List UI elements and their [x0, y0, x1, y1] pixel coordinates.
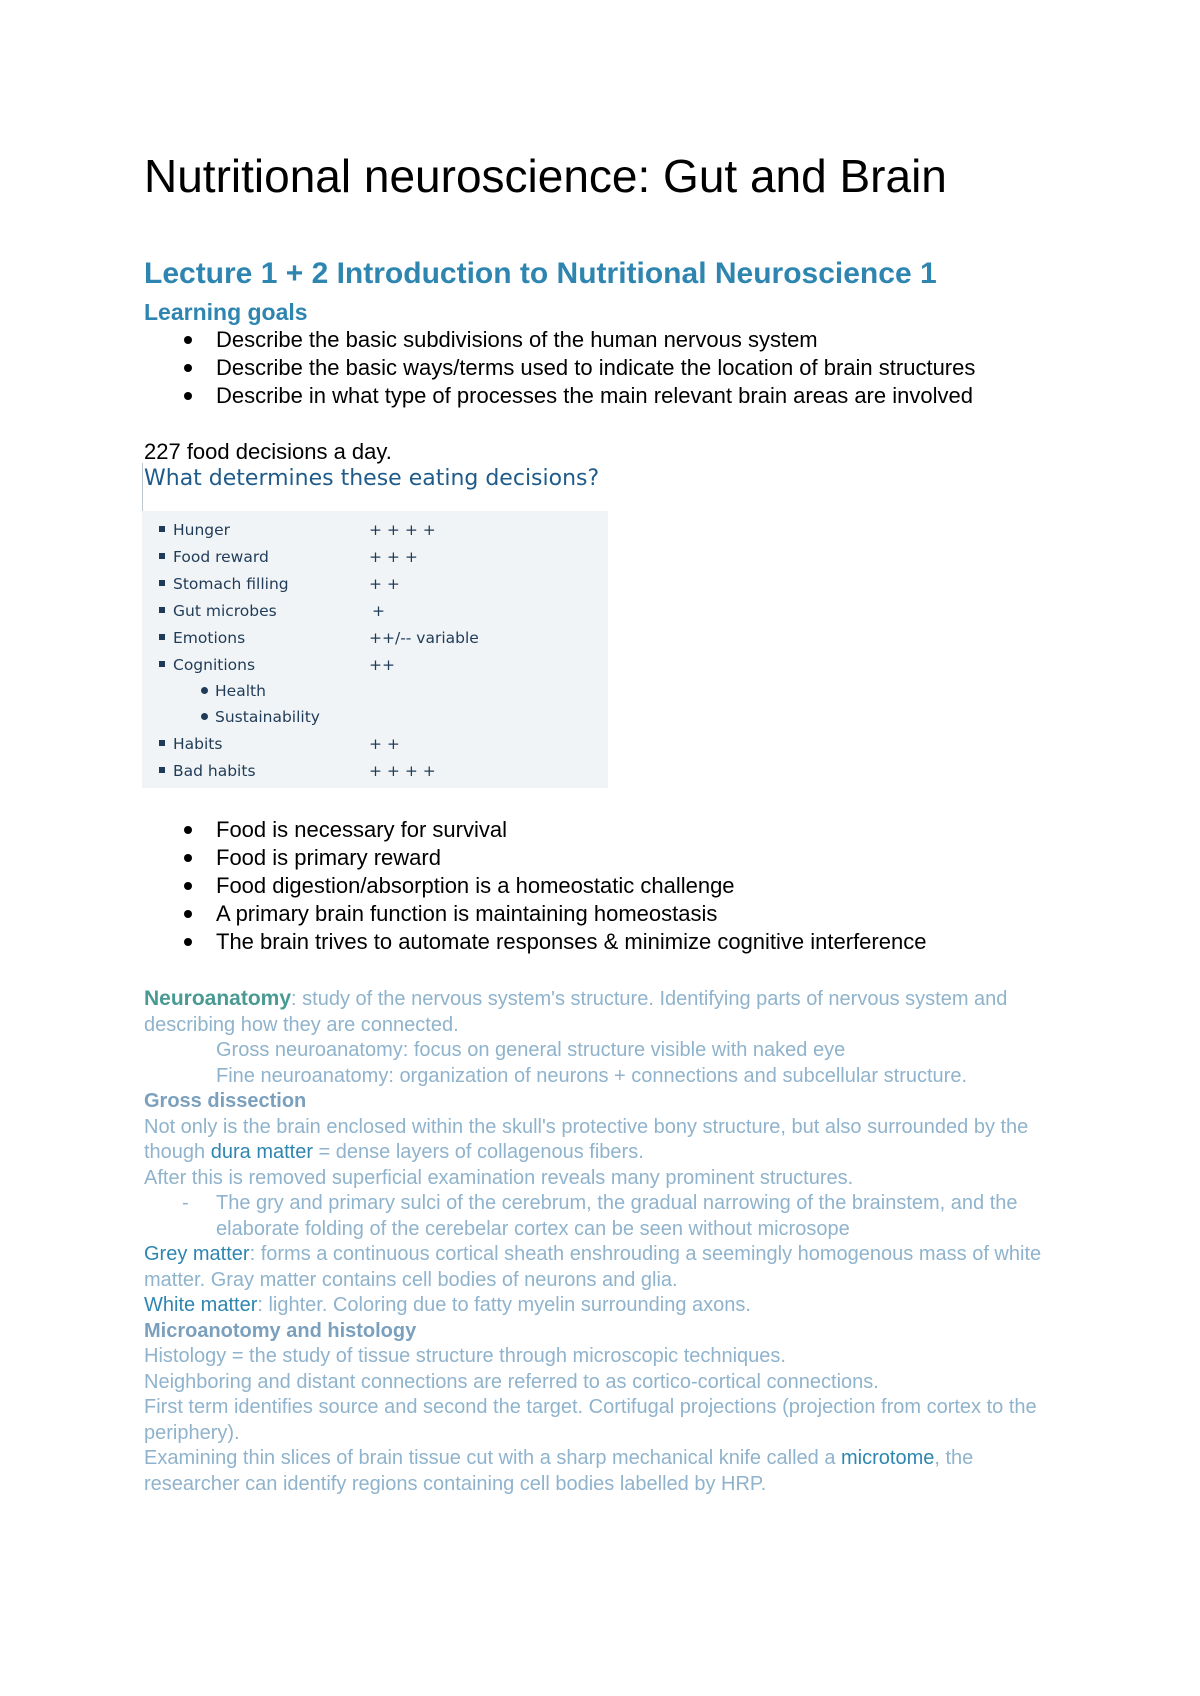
square-bullet-icon: [159, 607, 165, 613]
examining-text: Examining thin slices of brain tissue cut with a sharp mechanical knife called a: [144, 1447, 842, 1469]
histology-paragraph: Histology = the study of tissue structure through microscopic techniques.: [144, 1345, 786, 1367]
white-matter-term: White matter: [144, 1294, 258, 1316]
neuroanatomy-definition: : study of the nervous system's structure. Identifying parts of nervous system and describing how they are connected.: [144, 988, 1008, 1036]
gross-dissection-heading: Gross dissection: [144, 1090, 307, 1112]
list-item: [144, 326, 975, 354]
slide-row-label: Habits: [173, 735, 223, 753]
learning-goals-list: [144, 326, 975, 410]
list-item: [144, 382, 975, 410]
slide-row-label: Health: [215, 682, 266, 700]
slide-row: [142, 758, 608, 784]
slide-row-label: Bad habits: [173, 762, 256, 780]
fact-text: Food is necessary for survival: [216, 817, 507, 842]
slide-row-value: +: [372, 602, 385, 620]
slide-row-label: Cognitions: [173, 656, 256, 674]
bullet-icon: [184, 938, 192, 946]
dash-list-item: [144, 1191, 1064, 1242]
square-bullet-icon: [159, 634, 165, 640]
bullet-icon: [184, 364, 192, 372]
slide-row-label: Hunger: [173, 521, 231, 539]
slide-row-label: Gut microbes: [173, 602, 277, 620]
neuroanatomy-paragraph: [144, 986, 1064, 1038]
slide-title: What determines these eating decisions?: [144, 466, 600, 491]
eating-decisions-slide-image: [142, 463, 608, 788]
slide-row-label: Stomach filling: [173, 575, 289, 593]
white-matter-text: : lighter. Coloring due to fatty myelin surrounding axons.: [257, 1294, 751, 1316]
examining-paragraph: [144, 1446, 1064, 1497]
grey-matter-paragraph: [144, 1242, 1064, 1293]
gross-dissection-paragraph: [144, 1115, 1064, 1166]
bullet-icon: [184, 336, 192, 344]
document-title: Nutritional neuroscience: Gut and Brain: [144, 150, 947, 202]
food-decisions-stat: 227 food decisions a day.: [144, 439, 392, 464]
circle-bullet-icon: [201, 687, 208, 694]
slide-row-value: ++: [369, 656, 395, 674]
square-bullet-icon: [159, 526, 165, 532]
examining-text: , the researcher can identify regions containing cell bodies labelled by HRP.: [144, 1447, 974, 1495]
list-item: [144, 872, 926, 900]
slide-row-value: + + +: [369, 548, 418, 566]
white-matter-paragraph: [144, 1293, 1064, 1319]
learning-goal-text: Describe the basic ways/terms used to indicate the location of brain structures: [216, 355, 976, 380]
slide-row-value: ++/-- variable: [369, 629, 479, 647]
lecture-heading: Lecture 1 + 2 Introduction to Nutritional Neuroscience 1: [144, 257, 937, 290]
slide-row-label: Sustainability: [215, 708, 320, 726]
slide-row: [142, 544, 608, 570]
square-bullet-icon: [159, 767, 165, 773]
bullet-icon: [184, 854, 192, 862]
slide-panel: [142, 511, 608, 788]
fact-text: The brain trives to automate responses & minimize cognitive interference: [216, 929, 927, 954]
slide-row-label: Emotions: [173, 629, 246, 647]
slide-subrow: [142, 704, 608, 730]
list-item: [144, 844, 926, 872]
dura-matter-term: dura matter: [210, 1141, 313, 1163]
microanatomy-heading: Microanotomy and histology: [144, 1319, 417, 1342]
slide-row: [142, 652, 608, 678]
slide-row: [142, 625, 608, 651]
circle-bullet-icon: [201, 713, 208, 720]
list-item: [144, 900, 926, 928]
gd-text: = dense layers of collagenous fibers.: [313, 1141, 644, 1163]
square-bullet-icon: [159, 580, 165, 586]
learning-goals-heading: Learning goals: [144, 299, 308, 325]
list-item: [144, 354, 975, 382]
list-item: [144, 928, 926, 956]
slide-row: [142, 731, 608, 757]
bullet-icon: [184, 826, 192, 834]
slide-row: [142, 571, 608, 597]
bullet-icon: [184, 392, 192, 400]
fact-text: Food is primary reward: [216, 845, 441, 870]
square-bullet-icon: [159, 661, 165, 667]
grey-matter-text: : forms a continuous cortical sheath enshrouding a seemingly homogenous mass of white matter. Gray matter contains cell bodies of neurons and glia.: [144, 1243, 1042, 1291]
list-item: [144, 816, 926, 844]
microtome-term: microtome: [841, 1447, 935, 1469]
slide-subrow: [142, 678, 608, 704]
square-bullet-icon: [159, 740, 165, 746]
food-facts-list: [144, 816, 926, 956]
gd-text: Not only is the brain enclosed within the skull's protective bony structure, but also surrounded by the though: [144, 1115, 1029, 1163]
slide-row-value: + + + +: [369, 762, 436, 780]
gross-neuroanatomy-line: Gross neuroanatomy: focus on general structure visible with naked eye: [216, 1039, 846, 1061]
connections-paragraph: Neighboring and distant connections are referred to as cortico-cortical connections.: [144, 1370, 879, 1393]
neuroanatomy-section: [144, 986, 1064, 1497]
gross-dissection-paragraph: After this is removed superficial examination reveals many prominent structures.: [144, 1166, 854, 1189]
fact-text: Food digestion/absorption is a homeostatic challenge: [216, 873, 735, 898]
slide-row: [142, 598, 608, 624]
slide-row-value: + +: [369, 575, 400, 593]
bullet-icon: [184, 910, 192, 918]
fact-text: A primary brain function is maintaining homeostasis: [216, 901, 718, 926]
slide-row-value: + +: [369, 735, 400, 753]
slide-row-value: + + + +: [369, 521, 436, 539]
dash-bullet: -: [182, 1192, 189, 1214]
grey-matter-term: Grey matter: [144, 1243, 250, 1265]
slide-divider: [142, 463, 143, 518]
learning-goal-text: Describe the basic subdivisions of the human nervous system: [216, 327, 818, 352]
slide-row-label: Food reward: [173, 548, 269, 566]
slide-row: [142, 517, 608, 543]
dash-item-text: The gry and primary sulci of the cerebrum, the gradual narrowing of the brainstem, and the elaborate folding of the cerebelar cortex can be seen without microsope: [216, 1192, 1018, 1240]
neuroanatomy-term: Neuroanatomy: [144, 987, 292, 1010]
learning-goal-text: Describe in what type of processes the main relevant brain areas are involved: [216, 383, 973, 408]
fine-neuroanatomy-line: Fine neuroanatomy: organization of neurons + connections and subcellular structure.: [216, 1064, 968, 1087]
bullet-icon: [184, 882, 192, 890]
first-term-paragraph: First term identifies source and second the target. Cortifugal projections (projection from cortex to the periphery).: [144, 1396, 1037, 1444]
square-bullet-icon: [159, 553, 165, 559]
